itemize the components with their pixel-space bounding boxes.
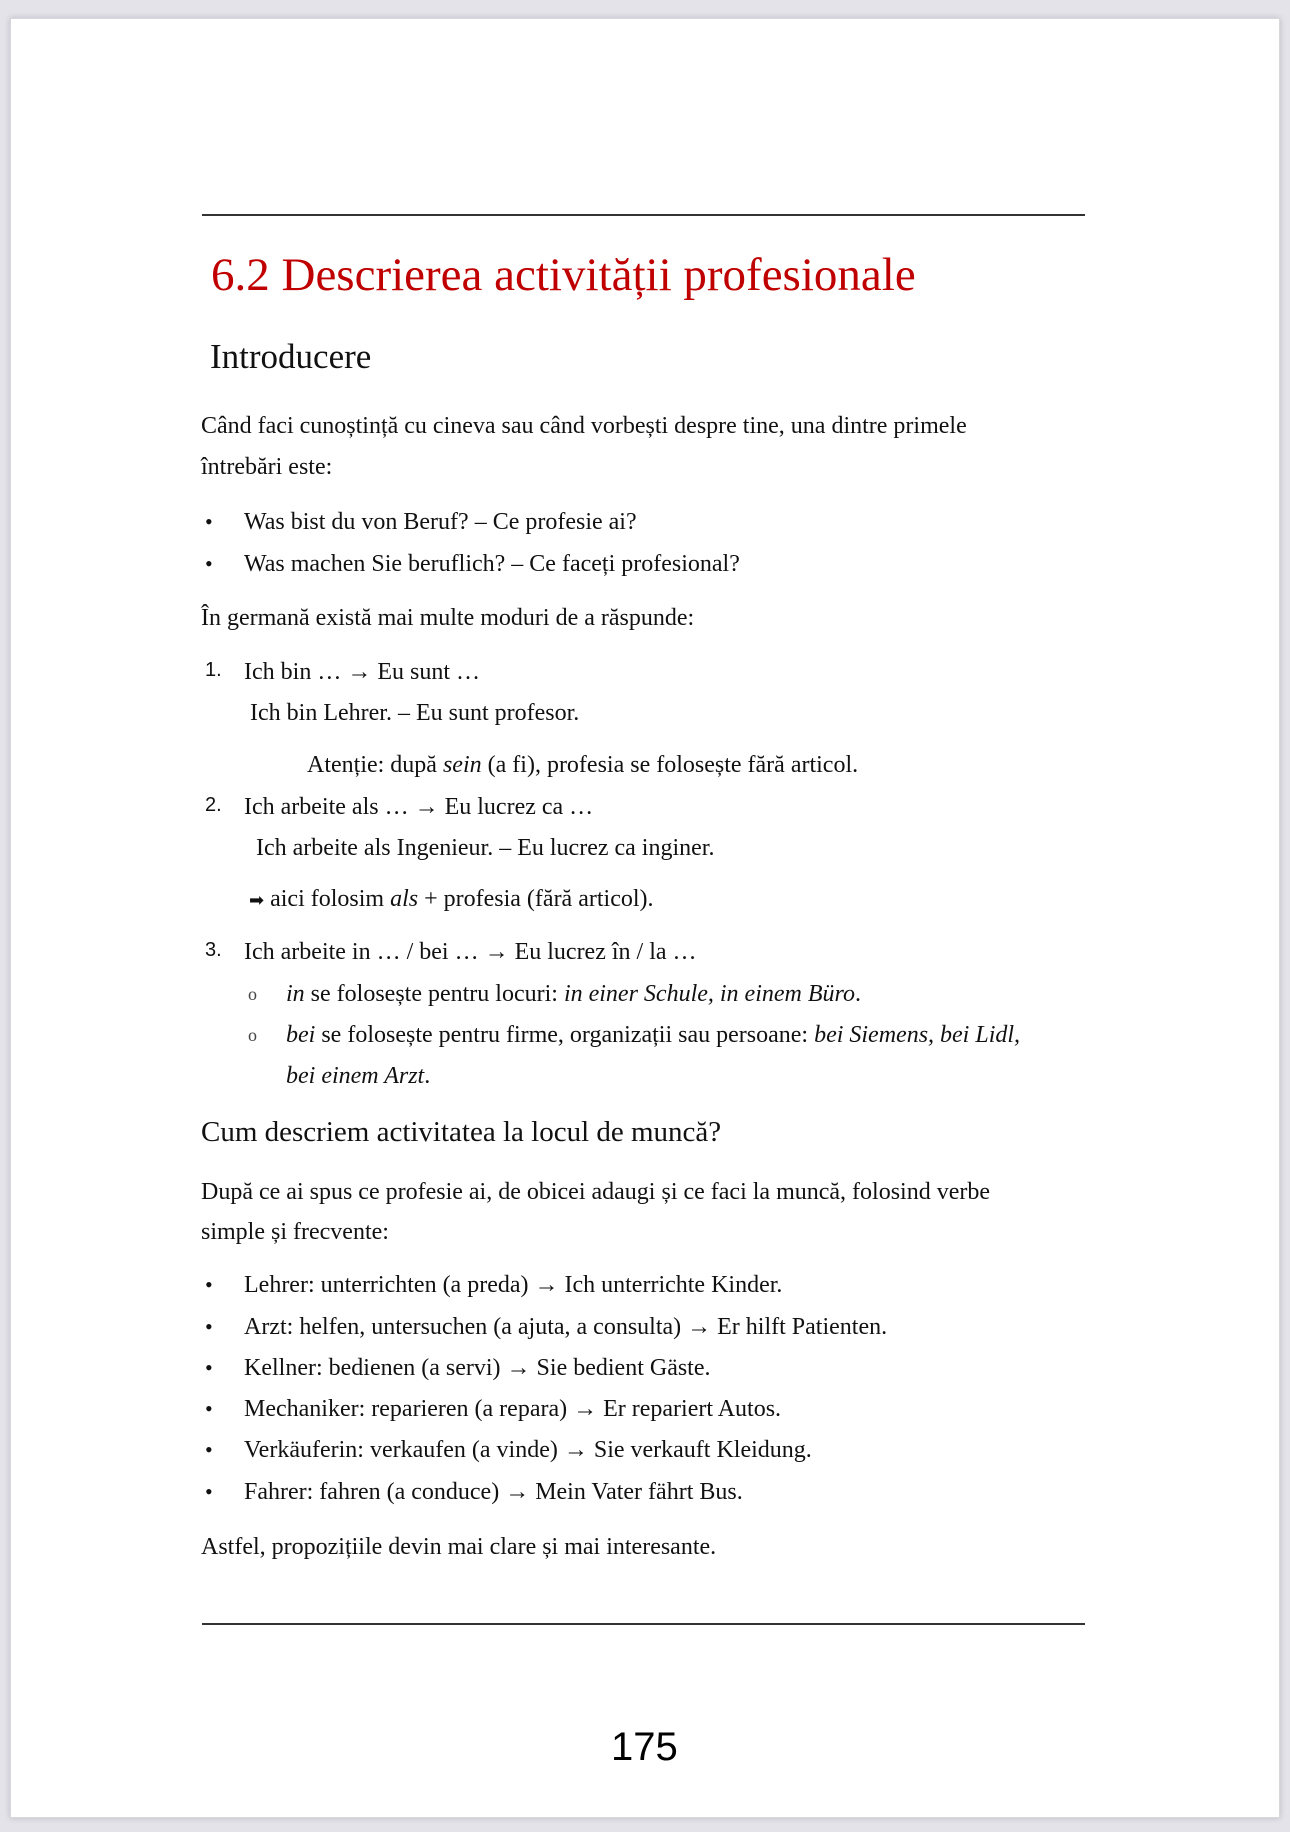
bullet-icon: •: [205, 1314, 213, 1339]
answer-pattern: Ich arbeite in … / bei … → Eu lucrez în / la …: [244, 939, 697, 965]
verb-item: Kellner: bedienen (a servi) → Sie bedient Gäste.: [244, 1355, 711, 1381]
question-item: Was bist du von Beruf? – Ce profesie ai?: [244, 509, 637, 535]
page-number: 175: [611, 1725, 678, 1769]
bottom-rule: [202, 1623, 1085, 1625]
sub-list-item: bei se folosește pentru firme, organizații sau persoane: bei Siemens, bei Lidl,: [286, 1022, 1021, 1048]
list-number: 1.: [205, 659, 222, 681]
verb-item: Arzt: helfen, untersuchen (a ajuta, a consulta) → Er hilft Patienten.: [244, 1314, 888, 1340]
answer-example: Ich arbeite als Ingenieur. – Eu lucrez ca inginer.: [256, 835, 715, 861]
intro-paragraph-line2: întrebări este:: [201, 454, 333, 480]
intro-heading: Introducere: [210, 337, 372, 376]
verb-item: Verkäuferin: verkaufen (a vinde) → Sie verkauft Kleidung.: [244, 1437, 812, 1463]
answers-intro: În germană există mai multe moduri de a răspunde:: [201, 605, 695, 631]
circle-bullet-icon: o: [248, 984, 257, 1004]
bullet-icon: •: [205, 1396, 213, 1421]
bullet-icon: •: [205, 1272, 213, 1297]
bullet-icon: •: [205, 509, 213, 534]
bullet-icon: •: [205, 1479, 213, 1504]
intro-paragraph-line1: Când faci cunoștință cu cineva sau când vorbești despre tine, una dintre primele: [201, 413, 967, 439]
work-paragraph-line2: simple și frecvente:: [201, 1219, 389, 1245]
conclusion: Astfel, propozițiile devin mai clare și mai interesante.: [201, 1534, 717, 1560]
answer-pattern: Ich arbeite als … → Eu lucrez ca …: [244, 794, 594, 820]
verb-item: Mechaniker: reparieren (a repara) → Er repariert Autos.: [244, 1396, 782, 1422]
question-item: Was machen Sie beruflich? – Ce faceți profesional?: [244, 551, 740, 577]
work-paragraph-line1: După ce ai spus ce profesie ai, de obicei adaugi și ce faci la muncă, folosind verbe: [201, 1179, 991, 1205]
section-title: 6.2 Descrierea activității profesionale: [211, 249, 916, 301]
circle-bullet-icon: o: [248, 1025, 257, 1045]
arrow-right-icon: ➡: [249, 890, 265, 911]
list-number: 3.: [205, 939, 222, 961]
answer-note: ➡ aici folosim als + profesia (fără articol).: [249, 886, 654, 912]
bullet-icon: •: [205, 1437, 213, 1462]
answer-example: Ich bin Lehrer. – Eu sunt profesor.: [250, 700, 580, 726]
verb-item: Fahrer: fahren (a conduce) → Mein Vater fährt Bus.: [244, 1479, 743, 1505]
list-number: 2.: [205, 794, 222, 816]
sub-list-item: in se folosește pentru locuri: in einer Schule, in einem Büro.: [286, 981, 861, 1007]
subheading: Cum descriem activitatea la locul de muncă?: [201, 1116, 722, 1148]
answer-note: Atenție: după sein (a fi), profesia se folosește fără articol.: [307, 752, 859, 778]
sub-list-item-continuation: bei einem Arzt.: [286, 1063, 431, 1089]
bullet-icon: •: [205, 1355, 213, 1380]
verb-item: Lehrer: unterrichten (a preda) → Ich unterrichte Kinder.: [244, 1272, 783, 1298]
answer-pattern: Ich bin … → Eu sunt …: [244, 659, 480, 685]
top-rule: [202, 214, 1085, 216]
bullet-icon: •: [205, 551, 213, 576]
